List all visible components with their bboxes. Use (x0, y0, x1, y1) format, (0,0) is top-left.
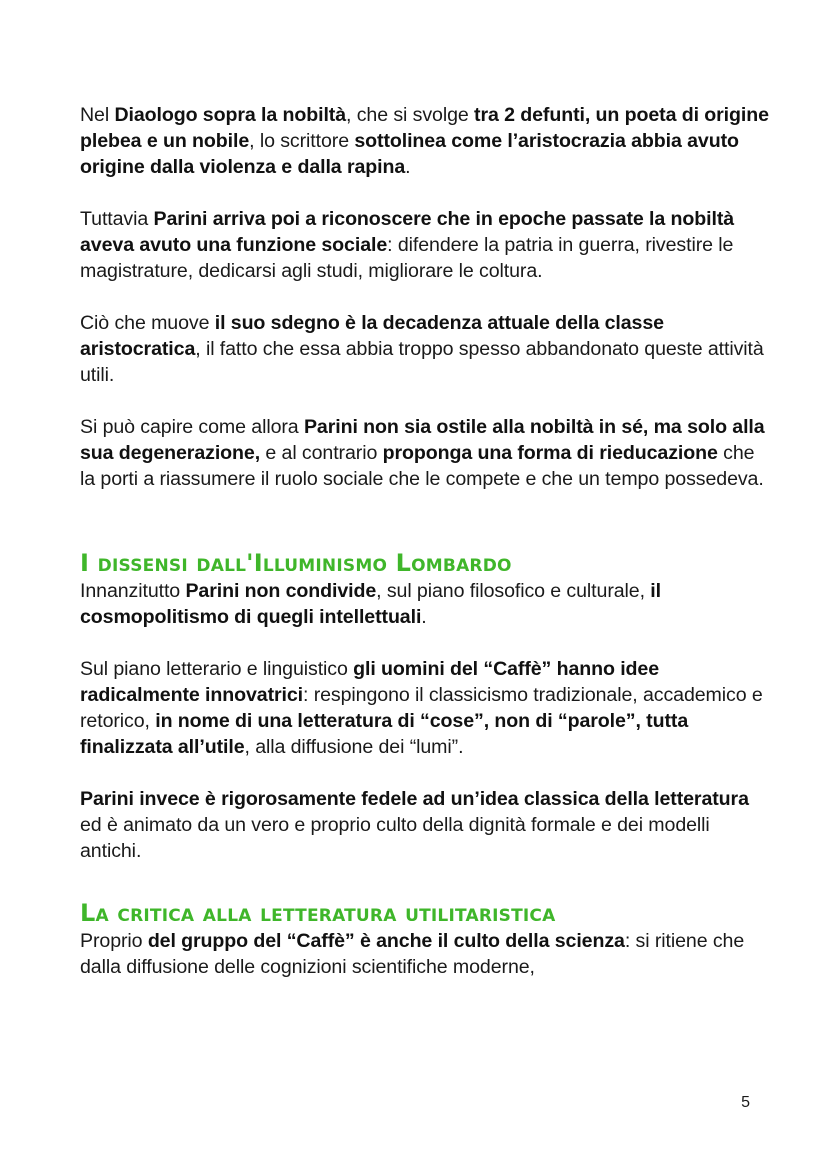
paragraph-funzione-sociale (80, 206, 770, 284)
bold-text-run: Diaologo sopra la nobiltà (114, 104, 347, 126)
text-run: Sul piano letterario e linguistico (80, 658, 354, 680)
bold-text-run: gli uomini del “Caffè” hanno idee radicalmente innovatrici (80, 658, 660, 706)
paragraph-idea-classica (80, 786, 770, 864)
paragraph-cosmopolitismo (80, 578, 770, 630)
bold-text-run: Parini non sia ostile alla nobiltà in sé, ma solo alla sua degenerazione, (80, 416, 765, 464)
text-run: : difendere la patria in guerra, rivestire le magistrature, dedicarsi agli studi, migliorare le coltura. (80, 234, 734, 282)
bold-text-run: in nome di una letteratura di “cose”, non di “parole”, tutta finalizzata all’utile (80, 710, 689, 758)
text-run: , alla diffusione dei “lumi”. (244, 736, 464, 758)
bold-text-run: del gruppo del “Caffè” è anche il culto della scienza (147, 930, 625, 952)
text-run: ed è animato da un vero e proprio culto della dignità formale e dei modelli antichi. (80, 814, 710, 862)
paragraph-dialogo (80, 102, 770, 180)
document-body (80, 102, 770, 980)
heading-critica-letteratura: La critica alla letteratura utilitaristica (80, 899, 556, 927)
bold-text-run: il cosmopolitismo di quegli intellettuali (80, 580, 661, 628)
text-run: e al contrario (260, 442, 383, 464)
text-run: Tuttavia (80, 208, 154, 230)
text-run: . (405, 156, 411, 178)
paragraph-culto-scienza (80, 928, 770, 980)
text-run: : si ritiene che dalla diffusione delle cognizioni scientifiche moderne, (80, 930, 745, 978)
text-run: che la porti a riassumere il ruolo sociale che le compete e che un tempo possedeva. (80, 442, 764, 490)
text-run: , il fatto che essa abbia troppo spesso abbandonato queste attività utili. (80, 338, 764, 386)
text-run: Ciò che muove (80, 312, 215, 334)
paragraph-caffe-innovatori (80, 656, 770, 760)
paragraph-rieducazione (80, 414, 770, 492)
text-run: . (421, 606, 427, 628)
paragraph-decadenza (80, 310, 770, 388)
text-run: Nel (80, 104, 115, 126)
text-run: Proprio (80, 930, 148, 952)
bold-text-run: Parini invece è rigorosamente fedele ad un’idea classica della letteratura (80, 788, 749, 810)
text-run: , lo scrittore (249, 130, 355, 152)
text-run: : respingono il classicismo tradizionale, accademico e retorico, (80, 684, 763, 732)
text-run: Innanzitutto (80, 580, 186, 602)
bold-text-run: il suo sdegno è la decadenza attuale della classe aristocratica (80, 312, 664, 360)
bold-text-run: proponga una forma di rieducazione (382, 442, 718, 464)
bold-text-run: Parini non condivide (185, 580, 377, 602)
bold-text-run: sottolinea come l’aristocrazia abbia avuto origine dalla violenza e dalla rapina (80, 130, 739, 178)
bold-text-run: tra 2 defunti, un poeta di origine plebea e un nobile (80, 104, 769, 152)
page-number: 5 (741, 1094, 750, 1111)
text-run: , che si svolge (346, 104, 475, 126)
text-run: , sul piano filosofico e culturale, (376, 580, 651, 602)
bold-text-run: Parini arriva poi a riconoscere che in epoche passate la nobiltà aveva avuto una funzione sociale (80, 208, 735, 256)
heading-dissensi: I dissensi dall'Illuminismo Lombardo (80, 549, 512, 577)
text-run: Si può capire come allora (80, 416, 304, 438)
